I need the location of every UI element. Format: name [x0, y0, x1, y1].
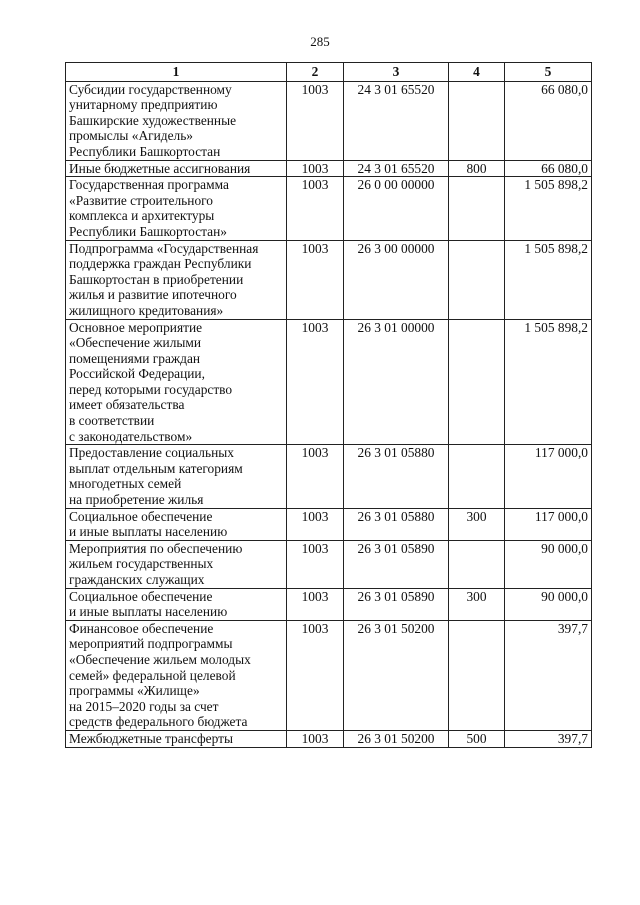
cell-section: 1003: [287, 730, 344, 747]
cell-name: Субсидии государственному унитарному предприятию Башкирские художественные промыслы «Агидель» Республики Башкортостан: [66, 81, 287, 160]
cell-section: 1003: [287, 319, 344, 445]
cell-expense-kind: [449, 177, 505, 240]
cell-code: 26 3 01 05890: [344, 540, 449, 588]
cell-expense-kind: [449, 540, 505, 588]
cell-section: 1003: [287, 177, 344, 240]
cell-code: 26 0 00 00000: [344, 177, 449, 240]
cell-code: 26 3 01 05880: [344, 445, 449, 508]
table-row: [66, 540, 592, 588]
cell-expense-kind: [449, 81, 505, 160]
cell-code: 26 3 01 50200: [344, 620, 449, 730]
cell-section: 1003: [287, 588, 344, 620]
cell-name: Подпрограмма «Государственная поддержка граждан Республики Башкортостан в приобретении жилья и развитие ипотечного жилищного кредитования»: [66, 240, 287, 319]
cell-name: Иные бюджетные ассигнования: [66, 160, 287, 177]
table-row: [66, 177, 592, 240]
cell-section: 1003: [287, 160, 344, 177]
column-header-2: 2: [287, 63, 344, 82]
cell-amount: 90 000,0: [505, 540, 592, 588]
cell-amount: 117 000,0: [505, 508, 592, 540]
cell-expense-kind: 500: [449, 730, 505, 747]
column-header-1: 1: [66, 63, 287, 82]
cell-name: Основное мероприятие «Обеспечение жилыми помещениями граждан Российской Федерации, перед которыми государство имеет обязательства в соответствии с законодательством»: [66, 319, 287, 445]
cell-expense-kind: [449, 620, 505, 730]
cell-section: 1003: [287, 540, 344, 588]
cell-expense-kind: [449, 319, 505, 445]
table-header-row: [66, 63, 592, 82]
cell-code: 26 3 01 05880: [344, 508, 449, 540]
column-header-4: 4: [449, 63, 505, 82]
cell-amount: 397,7: [505, 730, 592, 747]
cell-name: Предоставление социальных выплат отдельным категориям многодетных семей на приобретение жилья: [66, 445, 287, 508]
cell-code: 26 3 01 50200: [344, 730, 449, 747]
table-row: [66, 730, 592, 747]
cell-expense-kind: [449, 445, 505, 508]
cell-amount: 90 000,0: [505, 588, 592, 620]
cell-expense-kind: [449, 240, 505, 319]
column-header-3: 3: [344, 63, 449, 82]
table-row: [66, 240, 592, 319]
table-row: [66, 508, 592, 540]
cell-code: 26 3 01 05890: [344, 588, 449, 620]
cell-section: 1003: [287, 508, 344, 540]
table-row: [66, 620, 592, 730]
cell-amount: 1 505 898,2: [505, 177, 592, 240]
page-number: 285: [310, 34, 330, 49]
cell-name: Государственная программа «Развитие строительного комплекса и архитектуры Республики Башкортостан»: [66, 177, 287, 240]
table-row: [66, 588, 592, 620]
cell-name: Социальное обеспечение и иные выплаты населению: [66, 588, 287, 620]
cell-expense-kind: 300: [449, 508, 505, 540]
cell-amount: 1 505 898,2: [505, 240, 592, 319]
cell-expense-kind: 800: [449, 160, 505, 177]
cell-amount: 117 000,0: [505, 445, 592, 508]
table-row: [66, 319, 592, 445]
cell-expense-kind: 300: [449, 588, 505, 620]
column-header-5: 5: [505, 63, 592, 82]
table-row: [66, 81, 592, 160]
cell-amount: 397,7: [505, 620, 592, 730]
cell-amount: 66 080,0: [505, 160, 592, 177]
cell-amount: 1 505 898,2: [505, 319, 592, 445]
cell-section: 1003: [287, 445, 344, 508]
cell-section: 1003: [287, 81, 344, 160]
cell-code: 26 3 01 00000: [344, 319, 449, 445]
cell-section: 1003: [287, 620, 344, 730]
cell-name: Межбюджетные трансферты: [66, 730, 287, 747]
cell-code: 24 3 01 65520: [344, 160, 449, 177]
cell-name: Социальное обеспечение и иные выплаты населению: [66, 508, 287, 540]
cell-code: 26 3 00 00000: [344, 240, 449, 319]
table-row: [66, 445, 592, 508]
cell-code: 24 3 01 65520: [344, 81, 449, 160]
cell-section: 1003: [287, 240, 344, 319]
cell-name: Финансовое обеспечение мероприятий подпрограммы «Обеспечение жильем молодых семей» федеральной целевой программы «Жилище» на 2015–2020 годы за счет средств федерального бюджета: [66, 620, 287, 730]
budget-table: [65, 62, 592, 748]
cell-name: Мероприятия по обеспечению жильем государственных гражданских служащих: [66, 540, 287, 588]
cell-amount: 66 080,0: [505, 81, 592, 160]
table-row: [66, 160, 592, 177]
